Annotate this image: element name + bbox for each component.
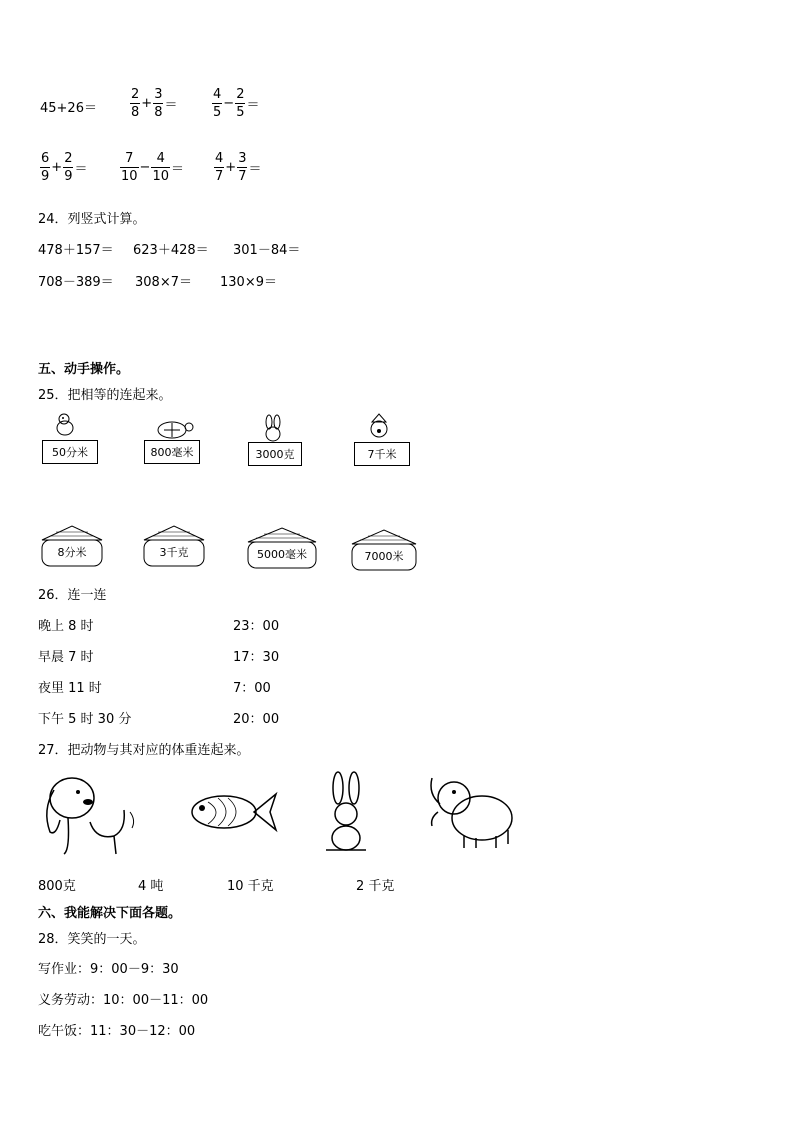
section6-title: 六、我能解决下面各题。 [38,906,182,921]
fraction: $\frac{4}{7}$ [215,151,224,184]
q26-right-item: 23：00 [233,619,280,634]
weight-label: 10 千克 [227,879,274,894]
fraction: $\frac{2}{5}$ [236,87,245,120]
house-label-2: 3千克 [159,546,189,559]
unit-sign-4: 7千米 [354,442,410,466]
fraction-expr-r1-2: $\frac{2}{8}$ + $\frac{3}{8}$ ＝ [131,87,178,120]
fraction-expr-r2-1: $\frac{6}{9}$ + $\frac{2}{9}$ ＝ [41,151,88,184]
unit-sign-3: 3000克 [248,442,302,466]
weight-label: 800克 [38,879,76,894]
q24-expr: 478＋157＝ [38,243,114,258]
fraction: $\frac{2}{8}$ [131,87,140,120]
q26-left-item: 夜里 11 时 [38,681,102,696]
q28-line: 吃午饭：11：30－12：00 [38,1024,196,1039]
weight-label: 4 吨 [138,879,164,894]
q26-title: 26．连一连 [38,588,107,603]
weight-label: 2 千克 [356,879,395,894]
q24-expr: 308×7＝ [135,275,192,290]
fraction: $\frac{4}{5}$ [213,87,222,120]
turtle-icon [150,416,196,440]
fraction: $\frac{2}{9}$ [64,151,73,184]
section5-title: 五、动手操作。 [38,362,130,377]
q24-title: 24．列竖式计算。 [38,212,146,227]
house-label-4: 7000米 [364,550,404,563]
clown-icon [366,412,392,442]
house-label-3: 5000毫米 [257,548,307,561]
house-label-1: 8分米 [57,546,87,559]
q26-left-item: 下午 5 时 30 分 [38,712,132,727]
q27-title: 27．把动物与其对应的体重连起来。 [38,743,250,758]
unit-sign-1: 50分米 [42,440,98,464]
q26-left-item: 晚上 8 时 [38,619,94,634]
q24-expr: 130×9＝ [220,275,277,290]
q26-right-item: 20：00 [233,712,280,727]
fraction-expr-r2-3: $\frac{4}{7}$ + $\frac{3}{7}$ ＝ [215,151,262,184]
q26-left-item: 早晨 7 时 [38,650,94,665]
fraction: $\frac{7}{10}$ [121,151,138,184]
rabbit-icon [318,770,378,858]
q24-expr: 623＋428＝ [133,243,209,258]
q28-line: 义务劳动：10：00－11：00 [38,993,209,1008]
q26-right-item: 7：00 [233,681,271,696]
fraction: $\frac{3}{7}$ [238,151,247,184]
elephant-icon [424,772,516,850]
q26-right-item: 17：30 [233,650,280,665]
q24-expr: 708－389＝ [38,275,114,290]
fraction-expr-r2-2: $\frac{7}{10}$ − $\frac{4}{10}$ ＝ [121,151,185,184]
fraction: $\frac{6}{9}$ [41,151,50,184]
fraction: $\frac{3}{8}$ [154,87,163,120]
q28-title: 28．笑笑的一天。 [38,932,146,947]
fish-icon [184,784,280,838]
q25-title: 25．把相等的连起来。 [38,388,172,403]
unit-sign-2: 800毫米 [144,440,200,464]
q28-line: 写作业：9：00－9：30 [38,962,179,977]
rabbit-icon [260,414,286,442]
dog-icon [50,410,80,440]
fraction: $\frac{4}{10}$ [152,151,169,184]
q24-expr: 301－84＝ [233,243,301,258]
fraction-expr-r1-3: $\frac{4}{5}$ − $\frac{2}{5}$ ＝ [213,87,260,120]
dog-icon [40,770,140,858]
expr-45-plus-26: 45+26＝ [40,101,97,116]
